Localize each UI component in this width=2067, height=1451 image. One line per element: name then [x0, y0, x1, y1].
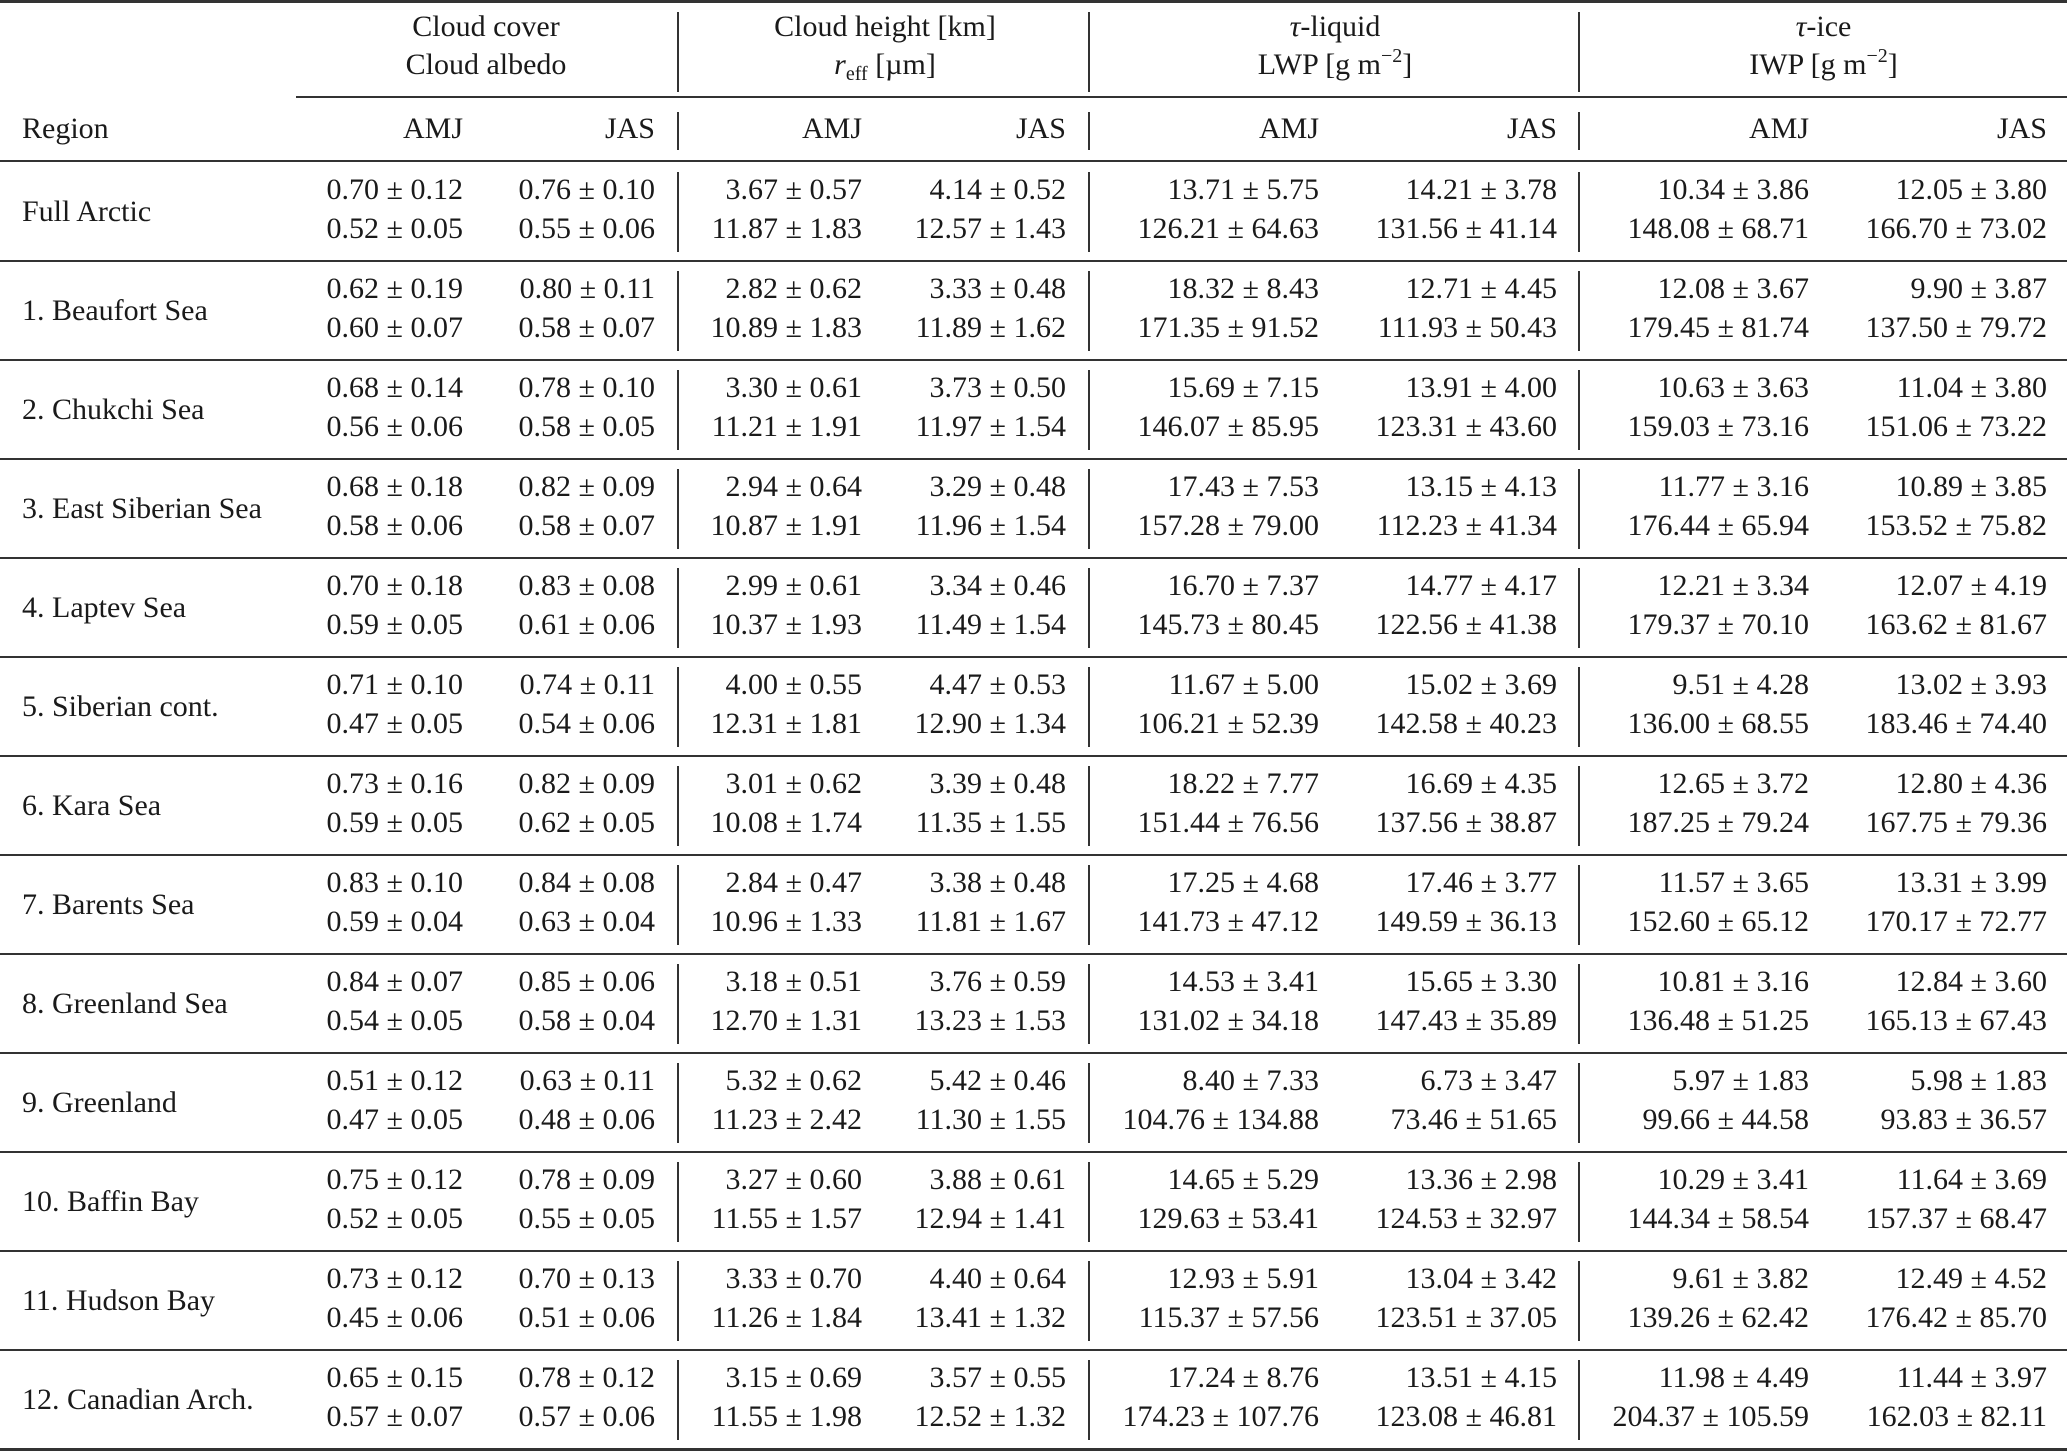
value-cell-primary: 14.77 ± 4.17: [1405, 569, 1557, 602]
value-cell-secondary: 11.21 ± 1.91: [711, 410, 862, 443]
value-cell-secondary: 0.57 ± 0.07: [326, 1400, 463, 1433]
value-cell-primary: 0.83 ± 0.08: [518, 569, 655, 602]
value-cell-primary: 5.98 ± 1.83: [1910, 1064, 2047, 1097]
value-cell-secondary: 176.42 ± 85.70: [1865, 1301, 2047, 1334]
value-cell-primary: 14.65 ± 5.29: [1167, 1163, 1319, 1196]
value-cell-secondary: 179.37 ± 70.10: [1627, 608, 1809, 641]
value-cell-secondary: 106.21 ± 52.39: [1137, 707, 1319, 740]
value-cell-secondary: 10.89 ± 1.83: [710, 311, 862, 344]
value-cell-secondary: 144.34 ± 58.54: [1627, 1202, 1809, 1235]
value-cell-secondary: 0.52 ± 0.05: [326, 212, 463, 245]
value-cell-secondary: 183.46 ± 74.40: [1865, 707, 2047, 740]
value-cell-secondary: 123.08 ± 46.81: [1375, 1400, 1557, 1433]
value-cell-primary: 10.81 ± 3.16: [1657, 965, 1809, 998]
group-underline: [296, 96, 2067, 98]
value-cell-secondary: 151.06 ± 73.22: [1865, 410, 2047, 443]
column-separator: [1578, 370, 1580, 450]
value-cell-secondary: 149.59 ± 36.13: [1375, 905, 1557, 938]
region-name: 3. East Siberian Sea: [22, 492, 262, 525]
column-separator: [1578, 568, 1580, 648]
value-cell-primary: 16.70 ± 7.37: [1167, 569, 1319, 602]
value-cell-primary: 12.21 ± 3.34: [1657, 569, 1809, 602]
value-cell-secondary: 131.02 ± 34.18: [1137, 1004, 1319, 1037]
value-cell-primary: 0.62 ± 0.19: [326, 272, 463, 305]
value-cell-secondary: 0.54 ± 0.05: [326, 1004, 463, 1037]
value-cell-primary: 9.90 ± 3.87: [1910, 272, 2047, 305]
value-cell-primary: 11.04 ± 3.80: [1896, 371, 2047, 404]
value-cell-secondary: 147.43 ± 35.89: [1375, 1004, 1557, 1037]
value-cell-secondary: 0.48 ± 0.06: [518, 1103, 655, 1136]
period-header: AMJ: [801, 112, 862, 145]
value-cell-primary: 3.01 ± 0.62: [725, 767, 862, 800]
value-cell-secondary: 11.30 ± 1.55: [915, 1103, 1066, 1136]
value-cell-primary: 11.44 ± 3.97: [1896, 1361, 2047, 1394]
value-cell-primary: 0.70 ± 0.12: [326, 173, 463, 206]
value-cell-primary: 5.97 ± 1.83: [1672, 1064, 1809, 1097]
value-cell-secondary: 167.75 ± 79.36: [1865, 806, 2047, 839]
column-separator: [1578, 865, 1580, 945]
value-cell-primary: 3.76 ± 0.59: [929, 965, 1066, 998]
column-separator: [677, 1261, 679, 1341]
period-header: JAS: [1996, 112, 2047, 145]
value-cell-secondary: 10.87 ± 1.91: [710, 509, 862, 542]
value-cell-secondary: 13.41 ± 1.32: [914, 1301, 1066, 1334]
column-separator: [677, 568, 679, 648]
value-cell-primary: 13.51 ± 4.15: [1405, 1361, 1557, 1394]
value-cell-secondary: 10.96 ± 1.33: [710, 905, 862, 938]
table-row: [0, 459, 2067, 558]
value-cell-primary: 15.69 ± 7.15: [1167, 371, 1319, 404]
value-cell-secondary: 11.49 ± 1.54: [915, 608, 1066, 641]
column-separator: [677, 469, 679, 549]
value-cell-primary: 2.84 ± 0.47: [725, 866, 862, 899]
region-name: 12. Canadian Arch.: [22, 1383, 254, 1416]
value-cell-primary: 0.84 ± 0.08: [518, 866, 655, 899]
value-cell-primary: 3.33 ± 0.70: [725, 1262, 862, 1295]
value-cell-primary: 0.71 ± 0.10: [326, 668, 463, 701]
column-separator: [1088, 469, 1090, 549]
column-separator: [1088, 568, 1090, 648]
region-name: 6. Kara Sea: [22, 789, 162, 822]
value-cell-secondary: 174.23 ± 107.76: [1122, 1400, 1319, 1433]
value-cell-primary: 17.43 ± 7.53: [1167, 470, 1319, 503]
value-cell-primary: 14.53 ± 3.41: [1167, 965, 1319, 998]
value-cell-primary: 0.68 ± 0.14: [326, 371, 463, 404]
value-cell-primary: 10.29 ± 3.41: [1657, 1163, 1809, 1196]
table-row: [0, 756, 2067, 855]
value-cell-secondary: 0.61 ± 0.06: [518, 608, 655, 641]
value-cell-primary: 2.94 ± 0.64: [725, 470, 862, 503]
value-cell-secondary: 111.93 ± 50.43: [1377, 311, 1557, 344]
table-row: [0, 1053, 2067, 1152]
value-cell-secondary: 179.45 ± 81.74: [1627, 311, 1809, 344]
value-cell-secondary: 115.37 ± 57.56: [1138, 1301, 1319, 1334]
column-separator: [1088, 1162, 1090, 1242]
value-cell-primary: 0.65 ± 0.15: [326, 1361, 463, 1394]
value-cell-primary: 3.67 ± 0.57: [725, 173, 862, 206]
value-cell-primary: 3.18 ± 0.51: [725, 965, 862, 998]
value-cell-primary: 17.25 ± 4.68: [1167, 866, 1319, 899]
column-separator: [1088, 865, 1090, 945]
table-row: [0, 1251, 2067, 1350]
value-cell-primary: 0.70 ± 0.18: [326, 569, 463, 602]
region-name: 9. Greenland: [22, 1086, 177, 1119]
region-name: 2. Chukchi Sea: [22, 393, 205, 426]
value-cell-secondary: 159.03 ± 73.16: [1627, 410, 1809, 443]
table-row: [0, 1350, 2067, 1449]
value-cell-primary: 4.40 ± 0.64: [929, 1262, 1066, 1295]
value-cell-primary: 3.15 ± 0.69: [725, 1361, 862, 1394]
value-cell-primary: 15.02 ± 3.69: [1405, 668, 1557, 701]
value-cell-secondary: 129.63 ± 53.41: [1137, 1202, 1319, 1235]
column-separator: [1088, 1360, 1090, 1440]
group-header-tau-ice: τ-ice IWP [g $m^{-2}$]: [1749, 10, 1898, 81]
value-cell-primary: 8.40 ± 7.33: [1182, 1064, 1319, 1097]
value-cell-primary: 0.51 ± 0.12: [326, 1064, 463, 1097]
value-cell-primary: 0.85 ± 0.06: [518, 965, 655, 998]
value-cell-primary: 0.78 ± 0.10: [518, 371, 655, 404]
period-header: JAS: [1506, 112, 1557, 145]
value-cell-primary: 11.98 ± 4.49: [1658, 1361, 1809, 1394]
value-cell-primary: 11.67 ± 5.00: [1168, 668, 1319, 701]
value-cell-secondary: 0.58 ± 0.04: [518, 1004, 655, 1037]
value-cell-primary: 10.89 ± 3.85: [1895, 470, 2047, 503]
value-cell-secondary: 12.31 ± 1.81: [710, 707, 862, 740]
value-cell-secondary: 187.25 ± 79.24: [1627, 806, 1809, 839]
value-cell-secondary: 0.47 ± 0.05: [326, 1103, 463, 1136]
column-separator: [677, 766, 679, 846]
region-name: Full Arctic: [22, 195, 152, 228]
value-cell-secondary: 12.94 ± 1.41: [914, 1202, 1066, 1235]
column-separator: [1578, 667, 1580, 747]
value-cell-primary: 3.33 ± 0.48: [929, 272, 1066, 305]
value-cell-secondary: 11.26 ± 1.84: [711, 1301, 862, 1334]
value-cell-primary: 3.39 ± 0.48: [929, 767, 1066, 800]
value-cell-secondary: 122.56 ± 41.38: [1375, 608, 1557, 641]
value-cell-secondary: 136.00 ± 68.55: [1627, 707, 1809, 740]
value-cell-primary: 12.93 ± 5.91: [1167, 1262, 1319, 1295]
value-cell-secondary: 10.37 ± 1.93: [710, 608, 862, 641]
value-cell-secondary: 10.08 ± 1.74: [710, 806, 862, 839]
value-cell-primary: 16.69 ± 4.35: [1405, 767, 1557, 800]
value-cell-primary: 3.88 ± 0.61: [929, 1163, 1066, 1196]
region-name: 7. Barents Sea: [22, 888, 195, 921]
value-cell-secondary: 0.58 ± 0.07: [518, 509, 655, 542]
value-cell-secondary: 152.60 ± 65.12: [1627, 905, 1809, 938]
column-separator: [1578, 1162, 1580, 1242]
value-cell-secondary: 0.60 ± 0.07: [326, 311, 463, 344]
value-cell-secondary: 0.57 ± 0.06: [518, 1400, 655, 1433]
value-cell-secondary: 176.44 ± 65.94: [1627, 509, 1809, 542]
value-cell-secondary: 157.28 ± 79.00: [1137, 509, 1319, 542]
table-row: [0, 954, 2067, 1053]
value-cell-secondary: 170.17 ± 72.77: [1865, 905, 2047, 938]
value-cell-primary: 12.80 ± 4.36: [1895, 767, 2047, 800]
value-cell-secondary: 139.26 ± 62.42: [1627, 1301, 1809, 1334]
value-cell-secondary: 11.89 ± 1.62: [915, 311, 1066, 344]
value-cell-secondary: 136.48 ± 51.25: [1627, 1004, 1809, 1037]
value-cell-secondary: 12.70 ± 1.31: [710, 1004, 862, 1037]
column-separator: [1088, 766, 1090, 846]
value-cell-primary: 0.82 ± 0.09: [518, 470, 655, 503]
value-cell-secondary: 0.51 ± 0.06: [518, 1301, 655, 1334]
value-cell-primary: 0.78 ± 0.12: [518, 1361, 655, 1394]
value-cell-primary: 4.00 ± 0.55: [725, 668, 862, 701]
value-cell-secondary: 99.66 ± 44.58: [1642, 1103, 1809, 1136]
header-separator: [1578, 12, 1580, 92]
value-cell-primary: 3.27 ± 0.60: [725, 1163, 862, 1196]
region-name: 5. Siberian cont.: [22, 690, 219, 723]
value-cell-secondary: 0.58 ± 0.05: [518, 410, 655, 443]
value-cell-secondary: 0.56 ± 0.06: [326, 410, 463, 443]
column-separator: [677, 1360, 679, 1440]
value-cell-secondary: 123.51 ± 37.05: [1375, 1301, 1557, 1334]
value-cell-secondary: 137.56 ± 38.87: [1375, 806, 1557, 839]
value-cell-primary: 17.24 ± 8.76: [1167, 1361, 1319, 1394]
period-header: AMJ: [1748, 112, 1809, 145]
value-cell-secondary: 11.55 ± 1.98: [711, 1400, 862, 1433]
top-rule: [0, 0, 2067, 3]
value-cell-primary: 4.14 ± 0.52: [929, 173, 1066, 206]
value-cell-primary: 0.73 ± 0.16: [326, 767, 463, 800]
value-cell-secondary: 73.46 ± 51.65: [1390, 1103, 1557, 1136]
value-cell-secondary: 0.54 ± 0.06: [518, 707, 655, 740]
value-cell-primary: 0.78 ± 0.09: [518, 1163, 655, 1196]
value-cell-primary: 0.84 ± 0.07: [326, 965, 463, 998]
value-cell-primary: 12.49 ± 4.52: [1895, 1262, 2047, 1295]
header-separator: [677, 12, 679, 92]
value-cell-secondary: 0.58 ± 0.07: [518, 311, 655, 344]
value-cell-primary: 12.08 ± 3.67: [1657, 272, 1809, 305]
value-cell-secondary: 166.70 ± 73.02: [1865, 212, 2047, 245]
value-cell-primary: 0.82 ± 0.09: [518, 767, 655, 800]
column-separator: [677, 1162, 679, 1242]
column-separator: [1088, 667, 1090, 747]
value-cell-primary: 12.05 ± 3.80: [1895, 173, 2047, 206]
value-cell-primary: 14.21 ± 3.78: [1405, 173, 1557, 206]
header-separator: [1578, 112, 1580, 150]
value-cell-primary: 18.22 ± 7.77: [1167, 767, 1319, 800]
region-name: 1. Beaufort Sea: [22, 294, 208, 327]
value-cell-secondary: 0.59 ± 0.05: [326, 608, 463, 641]
table-row: [0, 855, 2067, 954]
value-cell-primary: 5.32 ± 0.62: [725, 1064, 862, 1097]
value-cell-primary: 10.34 ± 3.86: [1657, 173, 1809, 206]
column-separator: [1088, 271, 1090, 351]
value-cell-secondary: 12.52 ± 1.32: [914, 1400, 1066, 1433]
column-separator: [677, 172, 679, 252]
value-cell-primary: 13.91 ± 4.00: [1405, 371, 1557, 404]
value-cell-secondary: 141.73 ± 47.12: [1137, 905, 1319, 938]
value-cell-primary: 13.71 ± 5.75: [1167, 173, 1319, 206]
group-header-cloud-cover: Cloud cover Cloud albedo: [405, 10, 567, 81]
column-separator: [1088, 172, 1090, 252]
column-separator: [1088, 1063, 1090, 1143]
value-cell-secondary: 11.23 ± 2.42: [711, 1103, 862, 1136]
value-cell-primary: 0.83 ± 0.10: [326, 866, 463, 899]
period-header: AMJ: [1258, 112, 1319, 145]
column-separator: [1088, 964, 1090, 1044]
value-cell-primary: 15.65 ± 3.30: [1405, 965, 1557, 998]
value-cell-secondary: 153.52 ± 75.82: [1865, 509, 2047, 542]
region-name: 4. Laptev Sea: [22, 591, 187, 624]
region-name: 8. Greenland Sea: [22, 987, 228, 1020]
table-row: [0, 261, 2067, 360]
value-cell-primary: 12.65 ± 3.72: [1657, 767, 1809, 800]
value-cell-secondary: 11.96 ± 1.54: [915, 509, 1066, 542]
period-header: JAS: [1015, 112, 1066, 145]
value-cell-secondary: 0.58 ± 0.06: [326, 509, 463, 542]
column-separator: [1088, 1261, 1090, 1341]
value-cell-primary: 3.38 ± 0.48: [929, 866, 1066, 899]
group-header-cloud-height: Cloud height [km] $r_{eff}$ [µm]: [774, 10, 996, 85]
value-cell-primary: 12.07 ± 4.19: [1895, 569, 2047, 602]
table-row: [0, 162, 2067, 261]
value-cell-secondary: 142.58 ± 40.23: [1375, 707, 1557, 740]
value-cell-primary: 3.73 ± 0.50: [929, 371, 1066, 404]
table-row: [0, 360, 2067, 459]
region-column-header: Region: [22, 112, 109, 145]
value-cell-primary: 0.68 ± 0.18: [326, 470, 463, 503]
group-header-tau-liquid: τ-liquid LWP [g $m^{-2}$]: [1257, 10, 1413, 81]
value-cell-secondary: 0.55 ± 0.05: [518, 1202, 655, 1235]
column-separator: [1578, 1261, 1580, 1341]
value-cell-primary: 13.04 ± 3.42: [1405, 1262, 1557, 1295]
value-cell-primary: 0.63 ± 0.11: [519, 1064, 655, 1097]
period-header: JAS: [604, 112, 655, 145]
value-cell-secondary: 0.62 ± 0.05: [518, 806, 655, 839]
value-cell-primary: 4.47 ± 0.53: [929, 668, 1066, 701]
column-separator: [1578, 964, 1580, 1044]
value-cell-secondary: 146.07 ± 85.95: [1137, 410, 1319, 443]
value-cell-secondary: 157.37 ± 68.47: [1865, 1202, 2047, 1235]
value-cell-secondary: 137.50 ± 79.72: [1865, 311, 2047, 344]
value-cell-primary: 3.29 ± 0.48: [929, 470, 1066, 503]
value-cell-primary: 0.75 ± 0.12: [326, 1163, 463, 1196]
value-cell-secondary: 11.55 ± 1.57: [711, 1202, 862, 1235]
value-cell-primary: 6.73 ± 3.47: [1420, 1064, 1557, 1097]
column-separator: [677, 271, 679, 351]
column-separator: [1088, 370, 1090, 450]
column-separator: [677, 865, 679, 945]
value-cell-primary: 12.84 ± 3.60: [1895, 965, 2047, 998]
value-cell-secondary: 0.47 ± 0.05: [326, 707, 463, 740]
value-cell-secondary: 13.23 ± 1.53: [914, 1004, 1066, 1037]
column-separator: [1578, 1063, 1580, 1143]
value-cell-primary: 3.30 ± 0.61: [725, 371, 862, 404]
value-cell-primary: 11.57 ± 3.65: [1658, 866, 1809, 899]
value-cell-primary: 2.82 ± 0.62: [725, 272, 862, 305]
value-cell-secondary: 11.35 ± 1.55: [915, 806, 1066, 839]
value-cell-secondary: 0.63 ± 0.04: [518, 905, 655, 938]
column-separator: [1578, 1360, 1580, 1440]
value-cell-primary: 13.15 ± 4.13: [1405, 470, 1557, 503]
value-cell-secondary: 145.73 ± 80.45: [1137, 608, 1319, 641]
value-cell-secondary: 148.08 ± 68.71: [1627, 212, 1809, 245]
value-cell-secondary: 104.76 ± 134.88: [1122, 1103, 1319, 1136]
value-cell-primary: 13.02 ± 3.93: [1895, 668, 2047, 701]
value-cell-secondary: 112.23 ± 41.34: [1376, 509, 1557, 542]
column-separator: [1578, 271, 1580, 351]
value-cell-secondary: 165.13 ± 67.43: [1865, 1004, 2047, 1037]
value-cell-primary: 10.63 ± 3.63: [1657, 371, 1809, 404]
table-row: [0, 657, 2067, 756]
table-row: [0, 1152, 2067, 1251]
value-cell-secondary: 204.37 ± 105.59: [1612, 1400, 1809, 1433]
value-cell-primary: 3.34 ± 0.46: [929, 569, 1066, 602]
value-cell-primary: 0.73 ± 0.12: [326, 1262, 463, 1295]
value-cell-primary: 17.46 ± 3.77: [1405, 866, 1557, 899]
value-cell-secondary: 124.53 ± 32.97: [1375, 1202, 1557, 1235]
header-separator: [1088, 12, 1090, 92]
value-cell-primary: 9.61 ± 3.82: [1672, 1262, 1809, 1295]
column-separator: [677, 370, 679, 450]
value-cell-secondary: 0.59 ± 0.04: [326, 905, 463, 938]
value-cell-primary: 5.42 ± 0.46: [929, 1064, 1066, 1097]
value-cell-secondary: 0.55 ± 0.06: [518, 212, 655, 245]
column-separator: [677, 1063, 679, 1143]
value-cell-primary: 0.76 ± 0.10: [518, 173, 655, 206]
value-cell-secondary: 126.21 ± 64.63: [1137, 212, 1319, 245]
value-cell-secondary: 131.56 ± 41.14: [1375, 212, 1557, 245]
header-separator: [1088, 112, 1090, 150]
header-separator: [677, 112, 679, 150]
column-separator: [1578, 469, 1580, 549]
region-name: 11. Hudson Bay: [22, 1284, 216, 1317]
value-cell-primary: 13.36 ± 2.98: [1405, 1163, 1557, 1196]
value-cell-secondary: 11.97 ± 1.54: [915, 410, 1066, 443]
column-separator: [677, 667, 679, 747]
value-cell-secondary: 163.62 ± 81.67: [1865, 608, 2047, 641]
value-cell-primary: 12.71 ± 4.45: [1405, 272, 1557, 305]
value-cell-primary: 11.64 ± 3.69: [1896, 1163, 2047, 1196]
value-cell-primary: 2.99 ± 0.61: [725, 569, 862, 602]
value-cell-secondary: 12.57 ± 1.43: [914, 212, 1066, 245]
column-separator: [1578, 766, 1580, 846]
value-cell-secondary: 0.45 ± 0.06: [326, 1301, 463, 1334]
column-separator: [1578, 172, 1580, 252]
value-cell-secondary: 151.44 ± 76.56: [1137, 806, 1319, 839]
value-cell-secondary: 0.59 ± 0.05: [326, 806, 463, 839]
table-row: [0, 558, 2067, 657]
region-name: 10. Baffin Bay: [22, 1185, 199, 1218]
value-cell-secondary: 162.03 ± 82.11: [1866, 1400, 2047, 1433]
value-cell-primary: 0.74 ± 0.11: [519, 668, 655, 701]
value-cell-primary: 3.57 ± 0.55: [929, 1361, 1066, 1394]
value-cell-primary: 18.32 ± 8.43: [1167, 272, 1319, 305]
value-cell-secondary: 0.52 ± 0.05: [326, 1202, 463, 1235]
value-cell-secondary: 11.87 ± 1.83: [711, 212, 862, 245]
value-cell-secondary: 123.31 ± 43.60: [1375, 410, 1557, 443]
value-cell-primary: 9.51 ± 4.28: [1672, 668, 1809, 701]
column-separator: [677, 964, 679, 1044]
value-cell-secondary: 12.90 ± 1.34: [914, 707, 1066, 740]
value-cell-primary: 13.31 ± 3.99: [1895, 866, 2047, 899]
value-cell-secondary: 11.81 ± 1.67: [915, 905, 1066, 938]
value-cell-secondary: 171.35 ± 91.52: [1137, 311, 1319, 344]
value-cell-primary: 0.70 ± 0.13: [518, 1262, 655, 1295]
period-header: AMJ: [402, 112, 463, 145]
value-cell-primary: 11.77 ± 3.16: [1658, 470, 1809, 503]
value-cell-primary: 0.80 ± 0.11: [519, 272, 655, 305]
value-cell-secondary: 93.83 ± 36.57: [1880, 1103, 2047, 1136]
